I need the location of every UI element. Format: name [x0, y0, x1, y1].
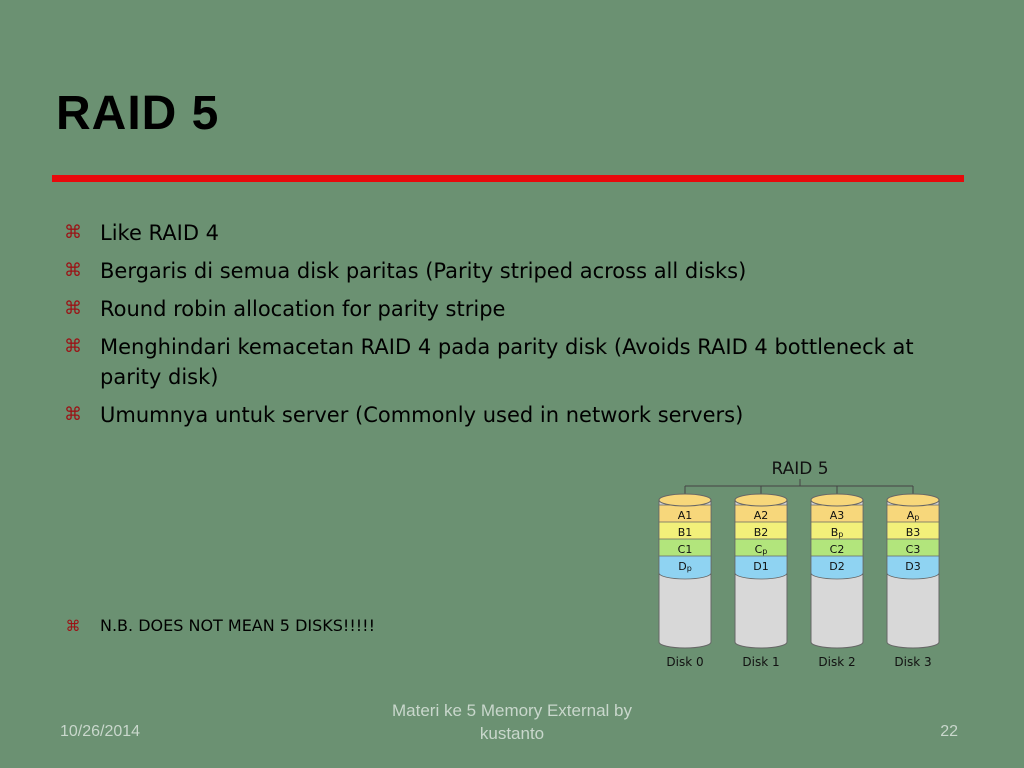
- slide-title: RAID 5: [56, 87, 220, 140]
- bullet-item: [62, 400, 962, 430]
- bullet-text: Umumnya untuk server (Commonly used in network servers): [100, 403, 744, 427]
- block-label: Dp: [678, 560, 692, 573]
- disk-2: [811, 494, 863, 669]
- command-key-icon: ⌘: [65, 617, 81, 635]
- disk-top-cap: [887, 494, 939, 506]
- disk-top-cap: [735, 494, 787, 506]
- block-label: D3: [905, 560, 921, 573]
- bullet-item: [62, 332, 962, 392]
- footer-center-line2: kustanto: [479, 724, 545, 743]
- block-label: D2: [829, 560, 845, 573]
- footnote-text: N.B. DOES NOT MEAN 5 DISKS!!!!!: [100, 616, 375, 635]
- disk-array: [659, 494, 939, 669]
- block-label: D1: [753, 560, 769, 573]
- title-underline: [52, 175, 964, 182]
- footer-center: [352, 699, 672, 745]
- disk-label: Disk 1: [742, 655, 780, 669]
- block-label: B1: [677, 526, 693, 539]
- command-key-icon: ⌘: [64, 298, 82, 319]
- disk-top-cap: [811, 494, 863, 506]
- block-label: Ap: [906, 509, 920, 522]
- diagram-title: RAID 5: [771, 459, 829, 479]
- footnote: [62, 614, 375, 638]
- block-label: Bp: [830, 526, 844, 539]
- command-key-icon: ⌘: [64, 260, 82, 281]
- raid5-diagram: [645, 450, 955, 682]
- bullet-text: Menghindari kemacetan RAID 4 pada parity disk (Avoids RAID 4 bottleneck at parity disk): [100, 335, 914, 389]
- block-label: Cp: [754, 543, 768, 556]
- command-key-icon: ⌘: [64, 222, 82, 243]
- disk-label: Disk 2: [818, 655, 856, 669]
- block-label: A2: [753, 509, 769, 522]
- block-label: B2: [753, 526, 769, 539]
- block-label: C1: [677, 543, 693, 556]
- diagram-connectors: [685, 479, 913, 500]
- bullet-text: Round robin allocation for parity stripe: [100, 297, 506, 321]
- command-key-icon: ⌘: [64, 336, 82, 357]
- bullet-text: Bergaris di semua disk paritas (Parity striped across all disks): [100, 259, 747, 283]
- bullet-item: [62, 218, 962, 248]
- disk-top-cap: [659, 494, 711, 506]
- page-number: 22: [940, 723, 958, 740]
- block-label: B3: [905, 526, 921, 539]
- bullet-item: [62, 256, 962, 286]
- bullet-list: [62, 218, 962, 438]
- command-key-icon: ⌘: [64, 404, 82, 425]
- block-label: C3: [905, 543, 921, 556]
- block-label: A3: [829, 509, 845, 522]
- disk-label: Disk 3: [894, 655, 932, 669]
- footer-center-line1: Materi ke 5 Memory External by: [392, 701, 632, 720]
- disk-1: [735, 494, 787, 669]
- bullet-item: [62, 294, 962, 324]
- block-label: C2: [829, 543, 845, 556]
- bullet-text: Like RAID 4: [100, 221, 220, 245]
- disk-3: [887, 494, 939, 669]
- disk-0: [659, 494, 711, 669]
- block-label: A1: [677, 509, 693, 522]
- footer-date: 10/26/2014: [60, 723, 141, 740]
- disk-label: Disk 0: [666, 655, 704, 669]
